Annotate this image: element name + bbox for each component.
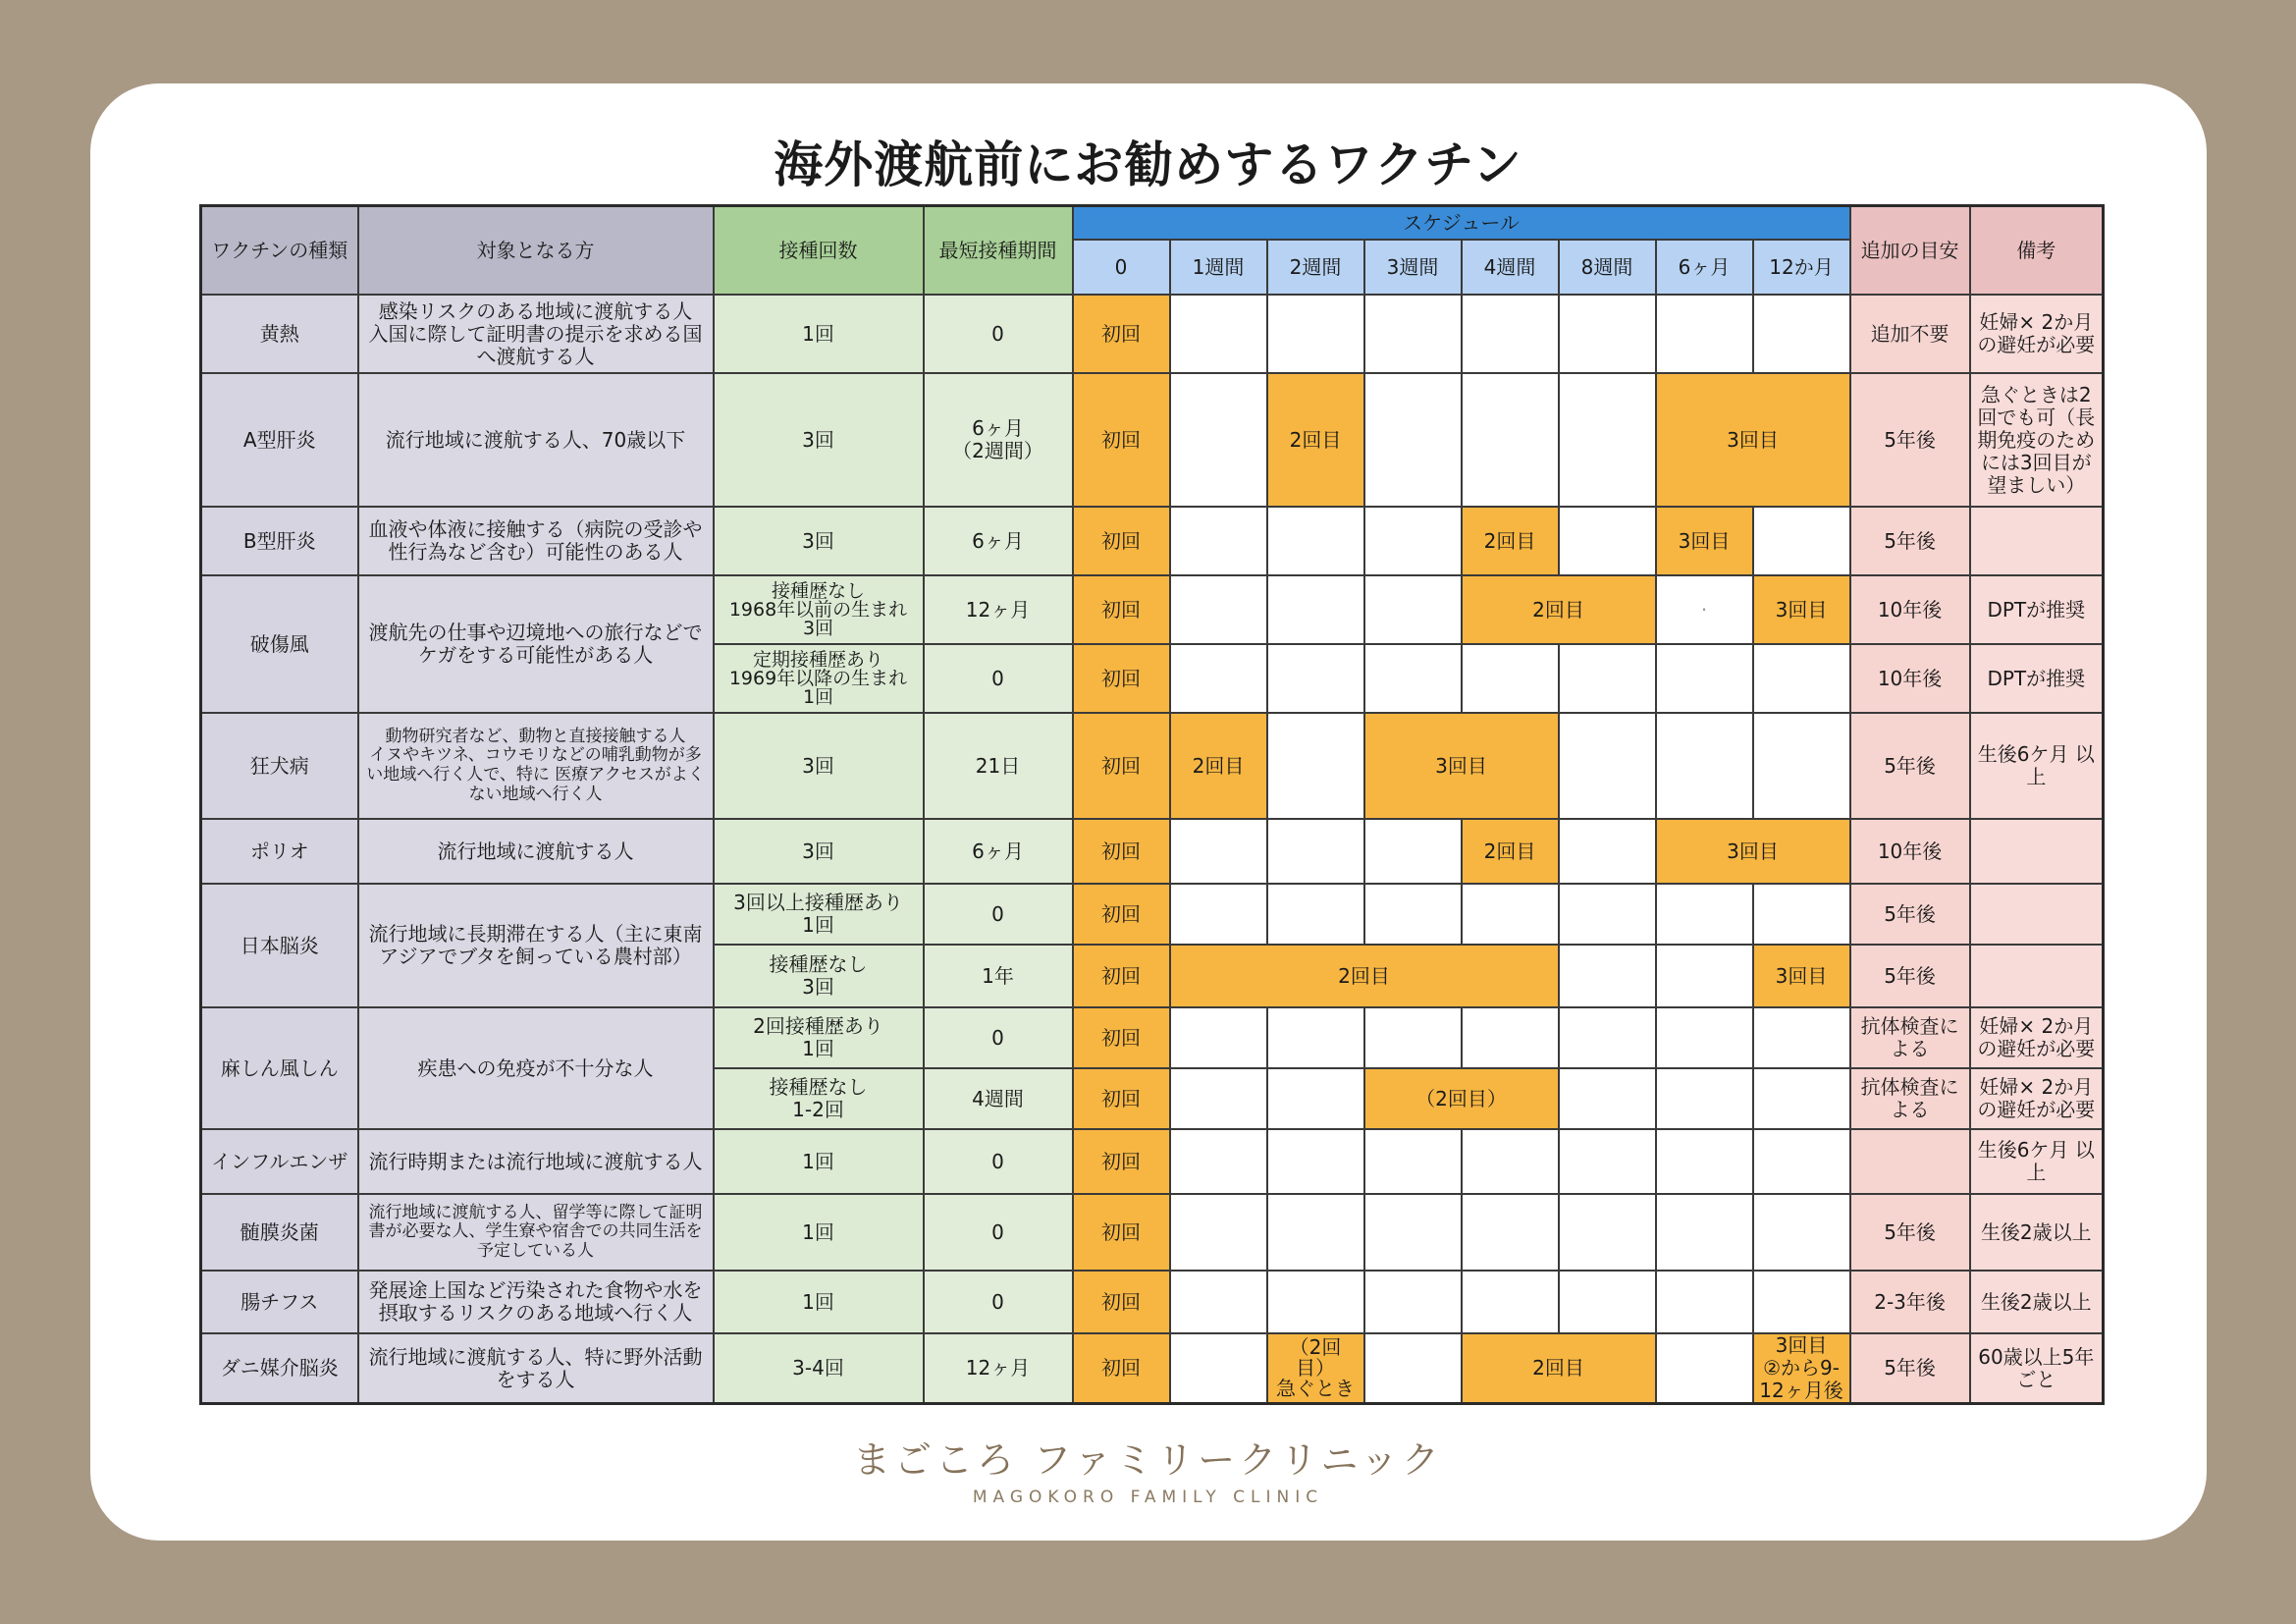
note: 生後2歳以上	[1970, 1271, 2104, 1333]
booster: 10年後	[1850, 644, 1970, 713]
booster: 5年後	[1850, 507, 1970, 575]
booster: 5年後	[1850, 373, 1970, 507]
first-dose: 初回	[1073, 1194, 1170, 1271]
second-dose: （2回目）	[1364, 1068, 1559, 1129]
booster: 5年後	[1850, 713, 1970, 819]
dose-count: 3-4回	[714, 1333, 924, 1404]
booster: 10年後	[1850, 575, 1970, 644]
target-desc: 流行地域に渡航する人	[358, 819, 714, 884]
vaccine-name: ダニ媒介脳炎	[201, 1333, 358, 1404]
vaccine-name: 髄膜炎菌	[201, 1194, 358, 1271]
header-week-2: 2週間	[1267, 240, 1364, 295]
dose-count: 3回	[714, 507, 924, 575]
dose-count: 接種歴なし 3回	[714, 945, 924, 1007]
header-target: 対象となる方	[358, 206, 714, 296]
third-dose: 3回目 ②から9-12ヶ月後	[1753, 1333, 1850, 1404]
table-row	[201, 713, 2104, 819]
booster: 5年後	[1850, 1333, 1970, 1404]
vaccine-name: 破傷風	[201, 575, 358, 713]
booster: 10年後	[1850, 819, 1970, 884]
second-dose: 2回目	[1462, 819, 1559, 884]
header-week-8: 8週間	[1559, 240, 1656, 295]
header-week-0: 0	[1073, 240, 1170, 295]
target-desc: 動物研究者など、動物と直接接触する人 イヌやキツネ、コウモリなどの哺乳動物が多い地域へ行く人で、特に 医療アクセスがよくない地域へ行く人	[358, 713, 714, 819]
second-dose: 2回目	[1267, 373, 1364, 507]
table-row	[201, 507, 2104, 575]
first-dose: 初回	[1073, 507, 1170, 575]
table-row	[201, 1129, 2104, 1194]
second-dose: 2回目	[1462, 1333, 1656, 1404]
vaccine-name: 狂犬病	[201, 713, 358, 819]
target-desc: 流行地域に渡航する人、70歳以下	[358, 373, 714, 507]
min-period: 6ヶ月	[924, 507, 1073, 575]
booster: 5年後	[1850, 1194, 1970, 1271]
target-desc: 流行地域に長期滞在する人（主に東南アジアでブタを飼っている農村部）	[358, 884, 714, 1007]
vaccine-name: B型肝炎	[201, 507, 358, 575]
min-period: 0	[924, 1271, 1073, 1333]
first-dose: 初回	[1073, 373, 1170, 507]
table-row	[201, 819, 2104, 884]
vaccine-schedule-table	[199, 204, 2105, 1405]
note: 妊婦× 2か月の避妊が必要	[1970, 1068, 2104, 1129]
target-desc: 発展途上国など汚染された食物や水を摂取するリスクのある地域へ行く人	[358, 1271, 714, 1333]
vaccine-name: 麻しん風しん	[201, 1007, 358, 1129]
first-dose: 初回	[1073, 1007, 1170, 1068]
first-dose: 初回	[1073, 295, 1170, 373]
header-week-1: 1週間	[1170, 240, 1267, 295]
third-dose: 3回目	[1364, 713, 1559, 819]
second-dose: 2回目	[1170, 945, 1559, 1007]
target-desc: 流行時期または流行地域に渡航する人	[358, 1129, 714, 1194]
header-notes: 備考	[1970, 206, 2104, 296]
clinic-logo	[0, 1430, 2296, 1507]
table-row	[201, 1194, 2104, 1271]
booster: 抗体検査による	[1850, 1007, 1970, 1068]
header-week-4: 4週間	[1462, 240, 1559, 295]
first-dose: 初回	[1073, 884, 1170, 945]
target-desc: 疾患への免疫が不十分な人	[358, 1007, 714, 1129]
min-period: 12ヶ月	[924, 1333, 1073, 1404]
note	[1970, 945, 2104, 1007]
min-period: 0	[924, 884, 1073, 945]
note: 生後2歳以上	[1970, 1194, 2104, 1271]
second-dose: 2回目	[1462, 507, 1559, 575]
note: 妊婦× 2か月の避妊が必要	[1970, 1007, 2104, 1068]
third-dose: 3回目	[1656, 373, 1850, 507]
dose-count: 1回	[714, 1271, 924, 1333]
note	[1970, 507, 2104, 575]
first-dose: 初回	[1073, 1271, 1170, 1333]
table-row	[201, 1271, 2104, 1333]
target-desc: 感染リスクのある地域に渡航する人 入国に際して証明書の提示を求める国へ渡航する人	[358, 295, 714, 373]
min-period: 0	[924, 1007, 1073, 1068]
header-doses: 接種回数	[714, 206, 924, 296]
header-week-3: 3週間	[1364, 240, 1462, 295]
vaccine-name: 黄熱	[201, 295, 358, 373]
first-dose: 初回	[1073, 1129, 1170, 1194]
min-period: 6ヶ月	[924, 819, 1073, 884]
note: 妊婦× 2か月の避妊が必要	[1970, 295, 2104, 373]
dose-count: 3回	[714, 713, 924, 819]
vaccine-name: A型肝炎	[201, 373, 358, 507]
note	[1970, 884, 2104, 945]
second-dose-urgent: （2回目） 急ぐとき	[1267, 1333, 1364, 1404]
target-desc: 血液や体液に接触する（病院の受診や性行為など含む）可能性のある人	[358, 507, 714, 575]
table-row	[201, 884, 2104, 945]
min-period: 0	[924, 1194, 1073, 1271]
logo-subtext: MAGOKORO FAMILY CLINIC	[972, 1488, 1324, 1507]
vaccine-name: ポリオ	[201, 819, 358, 884]
note: DPTが推奨	[1970, 644, 2104, 713]
first-dose: 初回	[1073, 1333, 1170, 1404]
dose-count: 2回接種歴あり 1回	[714, 1007, 924, 1068]
booster: 5年後	[1850, 945, 1970, 1007]
booster: 5年後	[1850, 884, 1970, 945]
third-dose: 3回目	[1656, 507, 1753, 575]
header-min-period: 最短接種期間	[924, 206, 1073, 296]
first-dose: 初回	[1073, 575, 1170, 644]
min-period: 6ヶ月 （2週間）	[924, 373, 1073, 507]
dose-count: 1回	[714, 295, 924, 373]
first-dose: 初回	[1073, 945, 1170, 1007]
target-desc: 渡航先の仕事や辺境地への旅行などでケガをする可能性がある人	[358, 575, 714, 713]
dose-count: 1回	[714, 1129, 924, 1194]
logo-text: まごころ ファミリークリニック	[852, 1438, 1444, 1482]
second-dose: 2回目	[1170, 713, 1267, 819]
dose-count: 3回	[714, 373, 924, 507]
min-period: 12ヶ月	[924, 575, 1073, 644]
first-dose: 初回	[1073, 644, 1170, 713]
header-month-6: 6ヶ月	[1656, 240, 1753, 295]
third-dose: 3回目	[1753, 575, 1850, 644]
second-dose: 2回目	[1462, 575, 1656, 644]
dose-count: 定期接種歴あり 1969年以降の生まれ 1回	[714, 644, 924, 713]
booster	[1850, 1129, 1970, 1194]
min-period: 21日	[924, 713, 1073, 819]
dot-mark: ·	[1656, 575, 1753, 644]
table-row	[201, 1333, 2104, 1404]
booster: 2-3年後	[1850, 1271, 1970, 1333]
dose-count: 接種歴なし 1-2回	[714, 1068, 924, 1129]
min-period: 0	[924, 295, 1073, 373]
table-row	[201, 295, 2104, 373]
vaccine-name: インフルエンザ	[201, 1129, 358, 1194]
min-period: 0	[924, 644, 1073, 713]
note: 生後6ケ月 以上	[1970, 1129, 2104, 1194]
third-dose: 3回目	[1753, 945, 1850, 1007]
first-dose: 初回	[1073, 819, 1170, 884]
table-row	[201, 373, 2104, 507]
dose-count: 1回	[714, 1194, 924, 1271]
dose-count: 3回以上接種歴あり 1回	[714, 884, 924, 945]
note: DPTが推奨	[1970, 575, 2104, 644]
booster: 追加不要	[1850, 295, 1970, 373]
header-month-12: 12か月	[1753, 240, 1850, 295]
note	[1970, 819, 2104, 884]
table-row	[201, 1007, 2104, 1068]
note: 生後6ケ月 以上	[1970, 713, 2104, 819]
header-schedule: スケジュール	[1073, 206, 1850, 241]
dose-count: 接種歴なし 1968年以前の生まれ 3回	[714, 575, 924, 644]
page-title: 海外渡航前にお勧めするワクチン	[774, 136, 1522, 193]
note: 急ぐときは2回でも可（長期免疫のためには3回目が望ましい）	[1970, 373, 2104, 507]
min-period: 0	[924, 1129, 1073, 1194]
dose-count: 3回	[714, 819, 924, 884]
target-desc: 流行地域に渡航する人、留学等に際して証明書が必要な人、学生寮や宿舎での共同生活を予定している人	[358, 1194, 714, 1271]
min-period: 1年	[924, 945, 1073, 1007]
vaccine-name: 日本脳炎	[201, 884, 358, 1007]
min-period: 4週間	[924, 1068, 1073, 1129]
vaccine-name: 腸チフス	[201, 1271, 358, 1333]
table-row	[201, 575, 2104, 644]
third-dose: 3回目	[1656, 819, 1850, 884]
target-desc: 流行地域に渡航する人、特に野外活動をする人	[358, 1333, 714, 1404]
header-vaccine-type: ワクチンの種類	[201, 206, 358, 296]
note: 60歳以上5年ごと	[1970, 1333, 2104, 1404]
header-booster: 追加の目安	[1850, 206, 1970, 296]
booster: 抗体検査による	[1850, 1068, 1970, 1129]
first-dose: 初回	[1073, 1068, 1170, 1129]
first-dose: 初回	[1073, 713, 1170, 819]
